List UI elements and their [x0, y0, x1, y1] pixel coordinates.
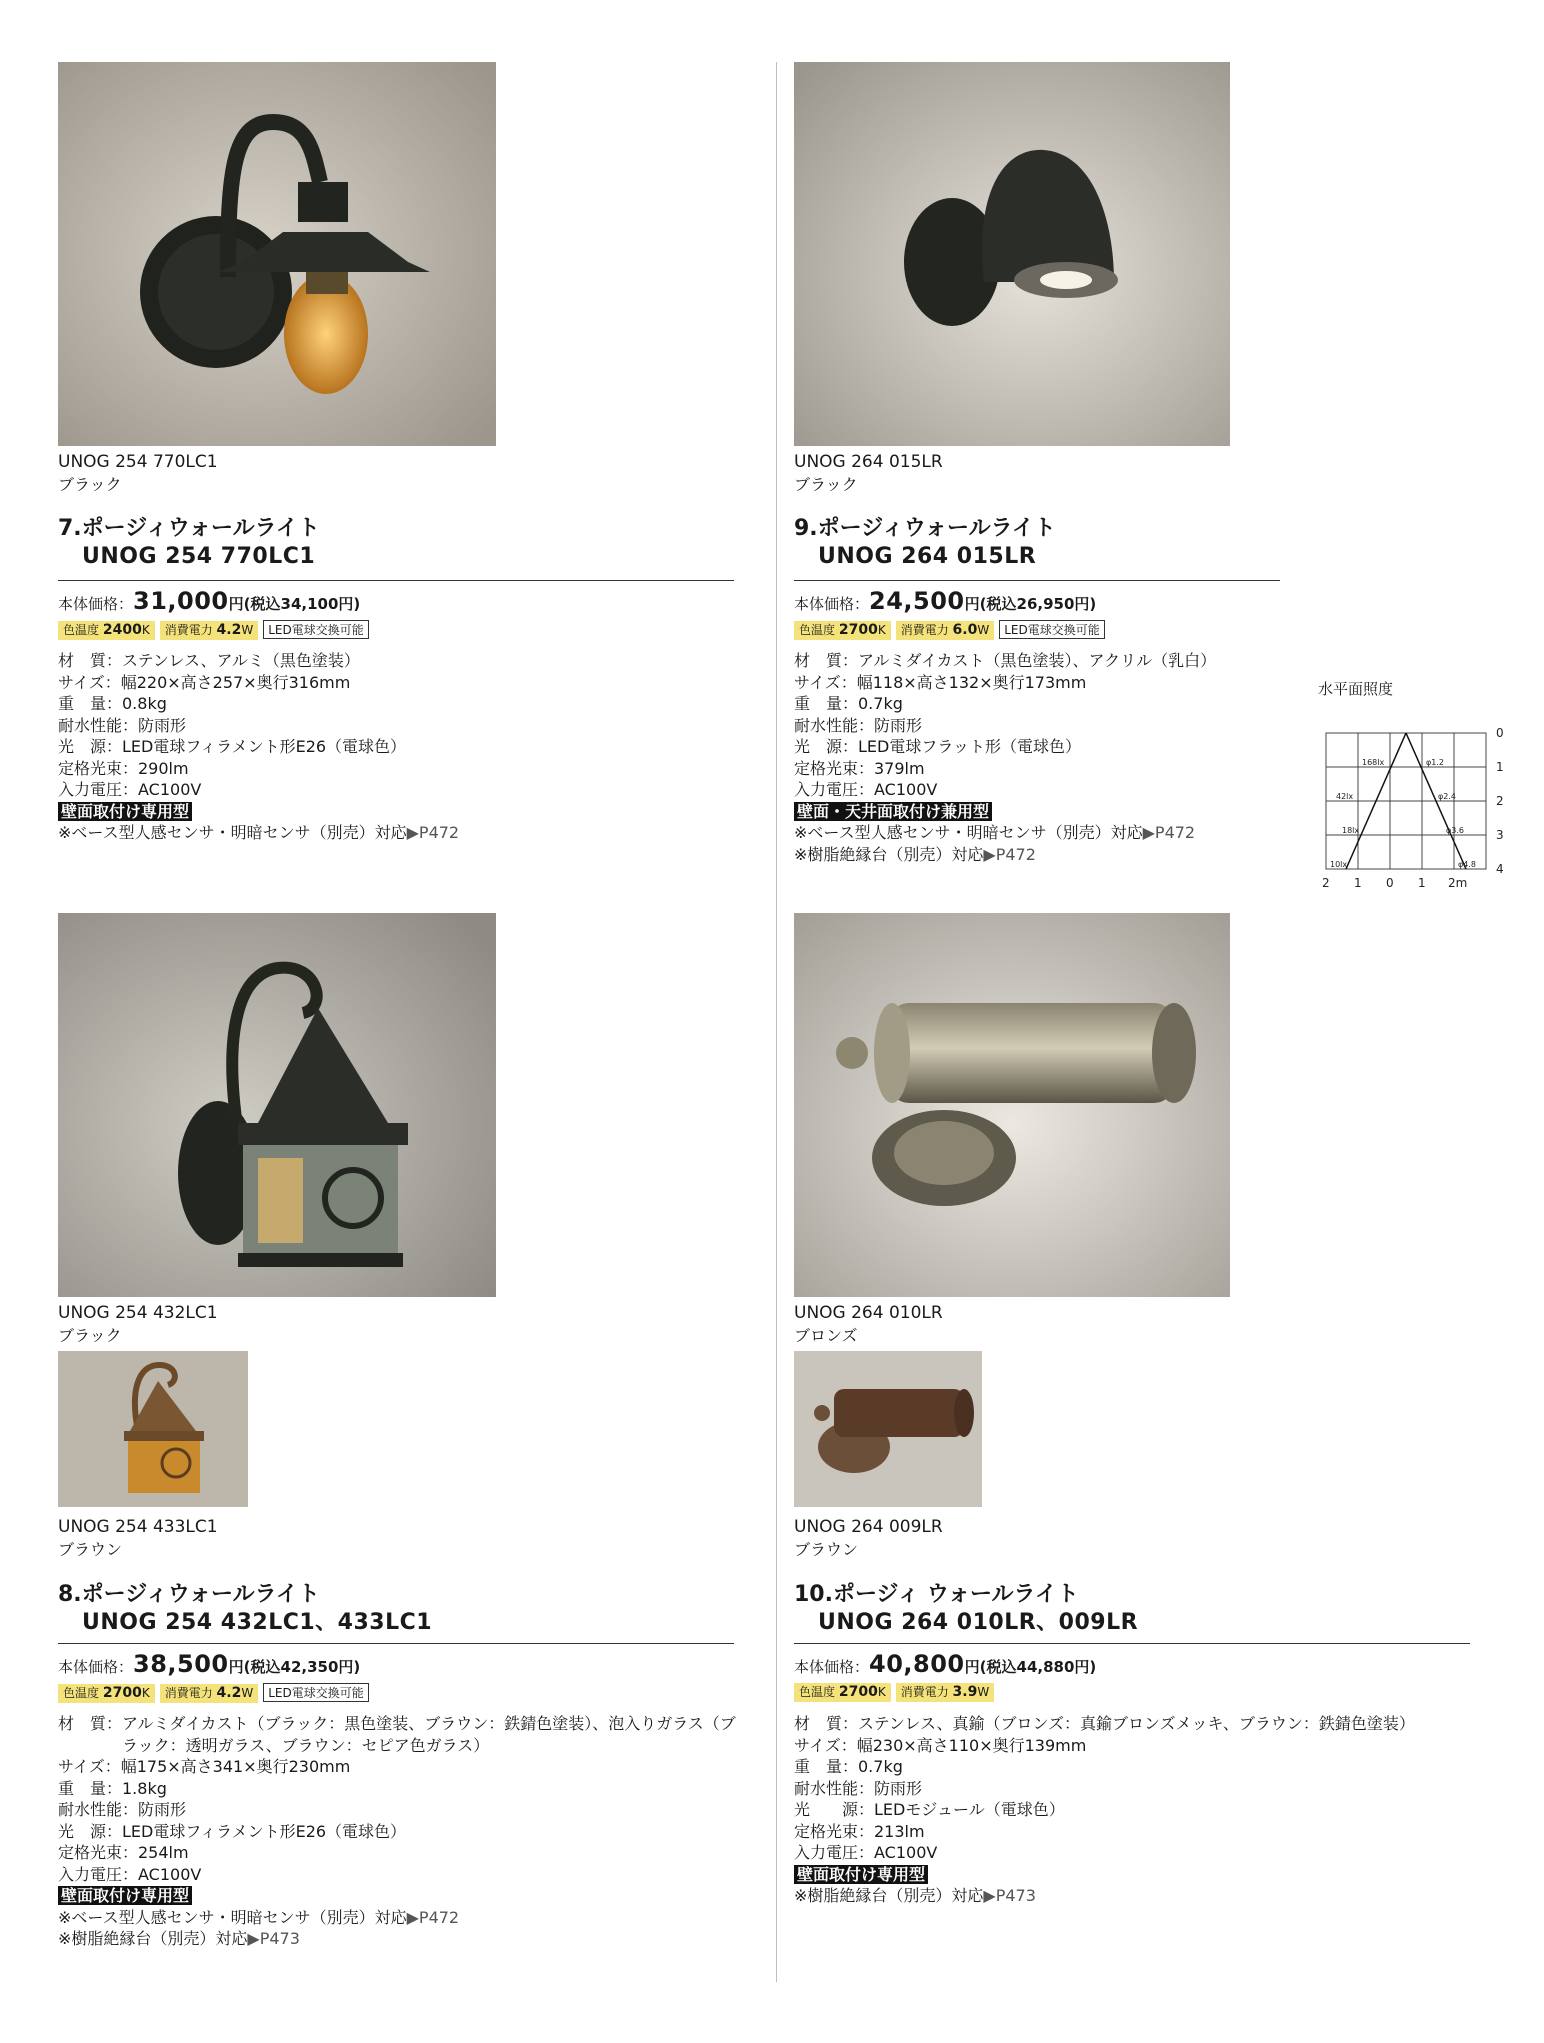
title-line2: UNOG 264 010LR、009LR: [818, 1610, 1139, 1635]
chip-led: LED電球交換可能: [263, 1683, 369, 1702]
chip-color-temp: 色温度 2400K: [58, 621, 155, 640]
price-value: 24,500: [869, 587, 965, 615]
price-p7: [58, 586, 360, 619]
title-line1: 10.ポージィ ウォールライト: [794, 1582, 1079, 1607]
photo2-color-p8: ブラウン: [58, 1540, 123, 1559]
mount-tag: 壁面取付け専用型: [794, 1865, 928, 1884]
page-ref-link[interactable]: ▶P472: [406, 1907, 460, 1927]
specs-p10: [794, 1713, 1415, 1907]
photo-code-p9: UNOG 264 015LR: [794, 452, 943, 472]
spec-row: 定格光束：379lm: [794, 758, 925, 778]
chip-color-temp: 色温度 2700K: [794, 1683, 891, 1702]
spec-row: 重 量：0.8kg: [58, 694, 167, 713]
spec-chips-p7: [58, 620, 369, 640]
price-tax: (税込34,100円): [243, 595, 361, 613]
photo-color-p8: ブラック: [58, 1326, 122, 1345]
spec-row: 重 量：0.7kg: [794, 1757, 903, 1776]
chip-power: 消費電力 3.9W: [896, 1683, 995, 1702]
price-tax: (税込44,880円): [979, 1658, 1097, 1676]
chip-led: LED電球交換可能: [999, 620, 1105, 639]
price-unit: 円: [228, 595, 244, 613]
page-ref-link[interactable]: ▶P472: [983, 844, 1036, 864]
price-tax: (税込42,350円): [243, 1658, 361, 1676]
spec-row: 材 質：アルミダイカスト（黒色塗装）、アクリル（乳白）: [794, 651, 1217, 670]
price-tax: (税込26,950円): [979, 595, 1097, 613]
title-rule-p9: [794, 580, 1280, 581]
isolux-label: 168lx: [1362, 758, 1385, 767]
isolux-diagram: [1318, 678, 1518, 893]
title-line2: UNOG 264 015LR: [818, 544, 1037, 569]
isolux-y-tick: 3: [1496, 828, 1504, 842]
spec-row: 定格光束：290lm: [58, 758, 189, 778]
spec-chips-p10: [794, 1683, 999, 1702]
price-label: 本体価格：: [58, 1658, 134, 1676]
price-label: 本体価格：: [794, 595, 870, 613]
spec-row: 入力電圧：AC100V: [794, 780, 938, 799]
product-title-p9: [794, 515, 1056, 571]
page-ref-link[interactable]: ▶P472: [406, 823, 460, 842]
page-ref-link[interactable]: ▶P473: [247, 1929, 300, 1948]
product-title-p8: [58, 1581, 432, 1637]
spec-row: 耐水性能：防雨形: [58, 715, 187, 735]
photo-code-p8: UNOG 254 432LC1: [58, 1303, 218, 1323]
isolux-label: 42lx: [1336, 792, 1354, 801]
price-label: 本体価格：: [58, 595, 134, 613]
product-photo2-p8: [58, 1351, 248, 1507]
isolux-label: φ3.6: [1446, 826, 1464, 835]
product-title-p7: [58, 515, 320, 571]
price-unit: 円: [964, 595, 980, 613]
specs-p7: [58, 650, 459, 844]
photo2-color-p10: ブラウン: [794, 1540, 859, 1559]
price-p10: [794, 1649, 1096, 1682]
chip-power: 消費電力 4.2W: [160, 1684, 259, 1703]
photo-code-p10: UNOG 264 010LR: [794, 1303, 943, 1323]
spec-row: 耐水性能：防雨形: [794, 715, 923, 735]
photo2-code-p10: UNOG 264 009LR: [794, 1517, 943, 1537]
isolux-x-tick: 1: [1354, 876, 1362, 890]
spec-row: 定格光束：254lm: [58, 1843, 189, 1862]
mount-tag: 壁面・天井面取付け兼用型: [794, 802, 992, 821]
isolux-label: 10lx: [1330, 860, 1348, 869]
spec-row: 入力電圧：AC100V: [794, 1843, 938, 1862]
title-line1: 8.ポージィウォールライト: [58, 1582, 320, 1607]
price-unit: 円: [228, 1658, 244, 1676]
isolux-label: φ1.2: [1426, 758, 1444, 767]
price-p9: [794, 586, 1096, 619]
note-row: ※ベース型人感センサ・明暗センサ（別売）対応▶P472: [794, 823, 1196, 842]
spec-row: ラック：透明ガラス、ブラウン：セピア色ガラス）: [58, 1735, 490, 1755]
column-divider: [776, 62, 777, 1982]
spec-row: サイズ：幅220×高さ257×奥行316mm: [58, 672, 351, 692]
spec-row: 耐水性能：防雨形: [58, 1800, 187, 1819]
title-rule-p10: [794, 1643, 1470, 1644]
price-p8: [58, 1649, 360, 1682]
isolux-y-tick: 4: [1496, 862, 1504, 876]
spec-chips-p8: [58, 1683, 369, 1703]
isolux-y-tick: 1: [1496, 760, 1504, 774]
isolux-x-tick: 2: [1322, 876, 1330, 890]
price-unit: 円: [964, 1658, 980, 1676]
note-row: ※樹脂絶縁台（別売）対応▶P473: [58, 1929, 300, 1948]
isolux-y-tick: 0: [1496, 726, 1504, 740]
spec-row: 材 質：アルミダイカスト（ブラック：黒色塗装、ブラウン：鉄錆色塗装）、泡入りガラス（ブ: [58, 1714, 736, 1733]
photo-color-p9: ブラック: [794, 475, 858, 494]
photo-color-p10: ブロンズ: [794, 1326, 858, 1345]
note-row: ※樹脂絶縁台（別売）対応▶P473: [794, 1886, 1036, 1905]
spec-row: 定格光束：213lm: [794, 1821, 925, 1841]
title-line2: UNOG 254 770LC1: [82, 544, 316, 569]
spec-chips-p9: [794, 620, 1105, 640]
title-line2: UNOG 254 432LC1、433LC1: [82, 1610, 433, 1635]
title-rule-p7: [58, 580, 734, 581]
title-line1: 7.ポージィウォールライト: [58, 516, 320, 541]
isolux-label: φ4.8: [1458, 860, 1476, 869]
product-photo-p7: [58, 62, 496, 446]
note-row: ※ベース型人感センサ・明暗センサ（別売）対応▶P472: [58, 823, 460, 842]
note-row: ※ベース型人感センサ・明暗センサ（別売）対応▶P472: [58, 1907, 460, 1927]
spec-row: サイズ：幅230×高さ110×奥行139mm: [794, 1735, 1087, 1755]
isolux-x-tick: 1: [1418, 876, 1426, 890]
photo-color-p7: ブラック: [58, 475, 122, 494]
title-line1: 9.ポージィウォールライト: [794, 516, 1056, 541]
product-photo-p8: [58, 913, 496, 1297]
note-row: ※樹脂絶縁台（別売）対応▶P472: [794, 844, 1036, 864]
spec-row: 材 質：ステンレス、アルミ（黒色塗装）: [58, 651, 360, 670]
spec-row: サイズ：幅175×高さ341×奥行230mm: [58, 1757, 351, 1776]
product-title-p10: [794, 1581, 1138, 1637]
specs-p8: [58, 1713, 736, 1950]
product-photo2-p10: [794, 1351, 982, 1507]
isolux-x-tick: 2m: [1448, 876, 1468, 890]
product-photo-p10: [794, 913, 1230, 1297]
photo-code-p7: UNOG 254 770LC1: [58, 452, 218, 472]
mount-tag: 壁面取付け専用型: [58, 1886, 192, 1905]
spec-row: 耐水性能：防雨形: [794, 1778, 923, 1798]
photo2-code-p8: UNOG 254 433LC1: [58, 1517, 218, 1537]
price-value: 31,000: [133, 587, 229, 615]
spec-row: 光 源：LED電球フィラメント形E26（電球色）: [58, 737, 407, 756]
spec-row: 重 量：0.7kg: [794, 694, 903, 713]
spec-row: 入力電圧：AC100V: [58, 1864, 202, 1884]
spec-row: 重 量：1.8kg: [58, 1778, 167, 1798]
spec-row: 光 源：LED電球フィラメント形E26（電球色）: [58, 1821, 407, 1841]
chip-color-temp: 色温度 2700K: [794, 621, 891, 640]
page-ref-link[interactable]: ▶P472: [1142, 823, 1196, 842]
chip-led: LED電球交換可能: [263, 620, 369, 639]
spec-row: 入力電圧：AC100V: [58, 780, 202, 799]
isolux-y-tick: 2: [1496, 794, 1504, 808]
price-value: 40,800: [869, 1650, 965, 1678]
mount-tag: 壁面取付け専用型: [58, 802, 192, 821]
page-ref-link[interactable]: ▶P473: [983, 1886, 1036, 1905]
spec-row: 材 質：ステンレス、真鍮（ブロンズ：真鍮ブロンズメッキ、ブラウン：鉄錆色塗装）: [794, 1714, 1415, 1733]
specs-p9: [794, 650, 1216, 865]
price-label: 本体価格：: [794, 1658, 870, 1676]
chip-power: 消費電力 4.2W: [160, 621, 259, 640]
chip-power: 消費電力 6.0W: [896, 621, 995, 640]
spec-row: 光 源：LED電球フラット形（電球色）: [794, 737, 1082, 756]
isolux-label: 18lx: [1342, 826, 1360, 835]
spec-row: サイズ：幅118×高さ132×奥行173mm: [794, 672, 1087, 692]
isolux-label: φ2.4: [1438, 792, 1456, 801]
chip-color-temp: 色温度 2700K: [58, 1684, 155, 1703]
product-photo-p9: [794, 62, 1230, 446]
price-value: 38,500: [133, 1650, 229, 1678]
isolux-x-tick: 0: [1386, 876, 1394, 890]
isolux-title: 水平面照度: [1318, 680, 1394, 698]
spec-row: 光 源：LEDモジュール（電球色）: [794, 1800, 1065, 1819]
title-rule-p8: [58, 1643, 734, 1644]
